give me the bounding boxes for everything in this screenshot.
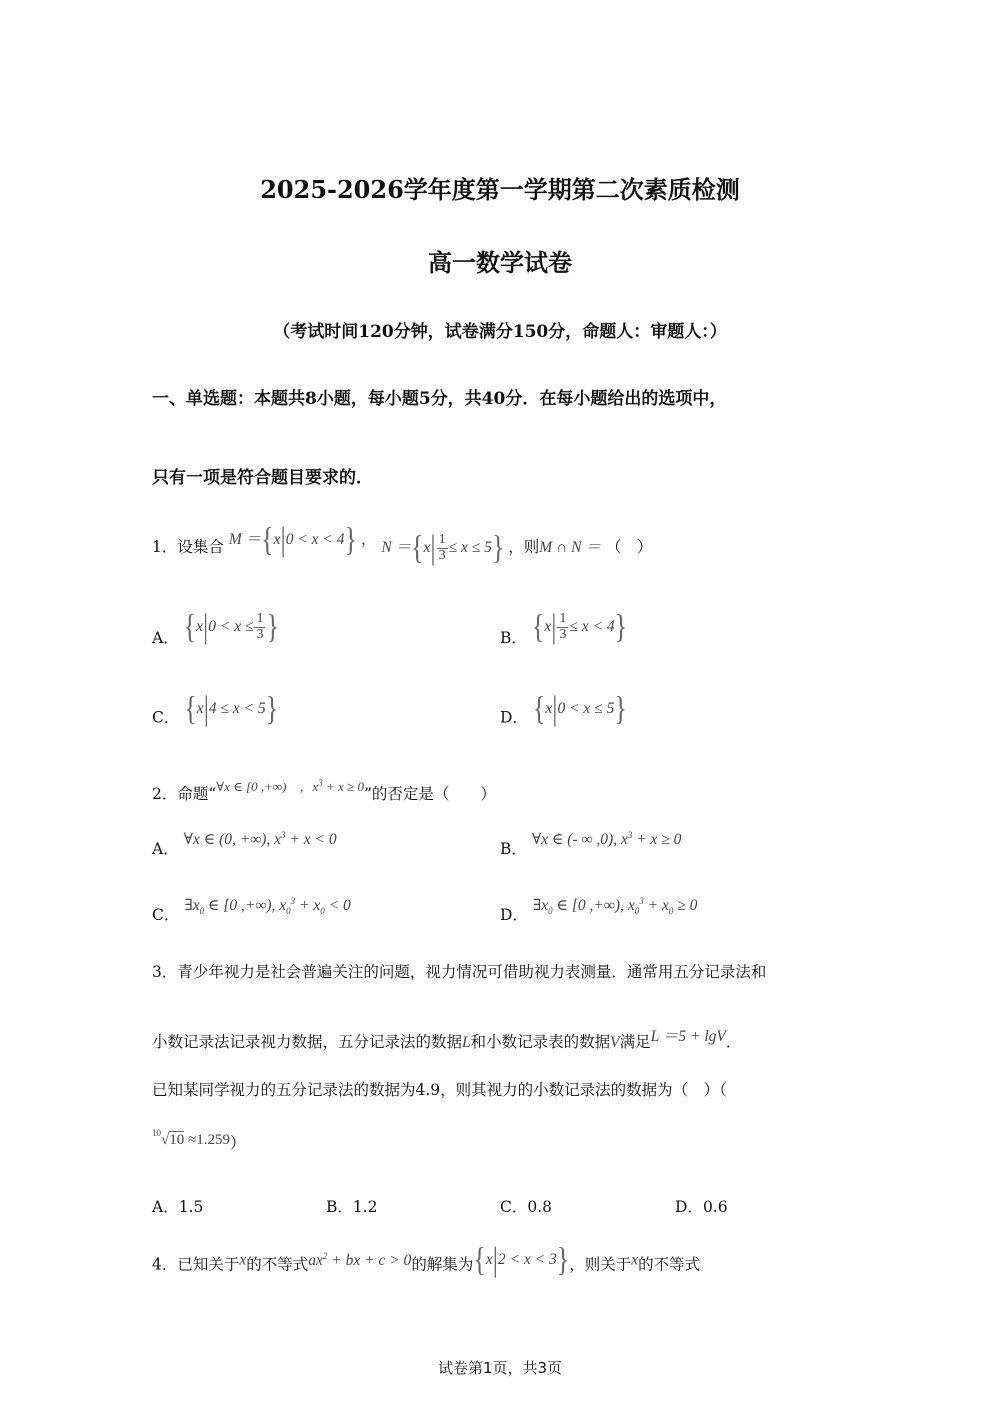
- question-1: [152, 520, 653, 567]
- q1-separator: ，: [360, 531, 377, 548]
- page-footer: 试卷第1页，共3页: [437, 1359, 563, 1377]
- q2-option-a: A． ∀x ∈ (0, +∞), $x^3 + x < 0$: [152, 830, 337, 859]
- q2-proposition: ∀x ∈ [0 ,+∞) ，x3 + x ≥ 0: [216, 777, 364, 794]
- q2-option-c: C． $\exists x_0$ ∈ [0 ,+∞), $x_0^3 + x_0 < 0$: [152, 896, 351, 925]
- q1-expr: M ∩ N ＝: [539, 539, 601, 556]
- exam-info: （考试时间120分钟，试卷满分150分，命题人：审题人：）: [273, 322, 727, 342]
- question-3-line2: 小数记录法记录视力数据，五分记录法的数据L和小数记录表的数据V满足L ＝5 + lgV．: [152, 1028, 742, 1051]
- section-heading-line2: 只有一项是符合题目要求的．: [152, 468, 373, 488]
- q3-option-c: C．0.8: [500, 1198, 553, 1216]
- q3-formula: L ＝5 + lgV: [650, 1028, 726, 1045]
- q2-option-d: D． $\exists x_0$ ∈ [0 ,+∞), $x_0^3 + x_0 \ge 0$: [500, 896, 698, 925]
- question-4: 4．已知关于x的不等式$ax^2$ + bx + c > 0的解集为{x|2 < x < 3}，则关于x的不等式: [152, 1240, 701, 1279]
- exam-title: 2025-2026学年度第一学期第二次素质检测: [260, 175, 740, 204]
- q1-blank: （ ）: [605, 538, 653, 556]
- q1-set-n: N ＝{x| $\frac{1}{3}$ ≤ x ≤ 5}: [381, 528, 505, 567]
- q1-option-c: C． {x|4 ≤ x < 5}: [152, 689, 279, 728]
- q1-prefix: 1．设集合: [152, 538, 224, 556]
- q2-option-b: B． ∀x ∈ (- ∞ ,0), $x^3 + x \ge 0$: [500, 830, 682, 859]
- q3-option-d: D．0.6: [675, 1198, 728, 1216]
- section-heading-line1: 一、单选题：本题共8小题，每小题5分，共40分．在每小题给出的选项中，: [152, 389, 727, 409]
- q1-option-a: A． {x|0 < x ≤ $\frac{1}{3}$ }: [152, 607, 279, 647]
- question-3-note: $^{10}$√10 ≈1.259）: [152, 1128, 246, 1152]
- q3-option-b: B．1.2: [326, 1198, 378, 1216]
- question-3-line3: 已知某同学视力的五分记录法的数据为4.9，则其视力的小数记录法的数据为（ ）（: [152, 1081, 727, 1099]
- question-2: 2．命题“$^{\forall x \in [0 ,+\infty) ,x^3 + x \ge 0}$”的否定是（ ）: [152, 777, 496, 803]
- q1-then: ，则: [508, 538, 540, 556]
- q1-option-b: B． {x| $\frac{1}{3}$ ≤ x < 4}: [500, 607, 628, 647]
- q4-solution-set: {x|2 < x < 3}: [473, 1240, 570, 1279]
- question-3-line1: 3．青少年视力是社会普遍关注的问题，视力情况可借助视力表测量．通常用五分记录法和: [152, 963, 767, 981]
- q1-option-d: D． {x|0 < x ≤ 5}: [500, 689, 627, 728]
- q1-set-m: M ＝{x|0 < x < 4}: [228, 520, 357, 559]
- q4-inequality: $ax^2$ + bx + c > 0: [308, 1250, 412, 1269]
- q3-option-a: A．1.5: [152, 1198, 204, 1216]
- exam-subtitle: 高一数学试卷: [428, 248, 572, 277]
